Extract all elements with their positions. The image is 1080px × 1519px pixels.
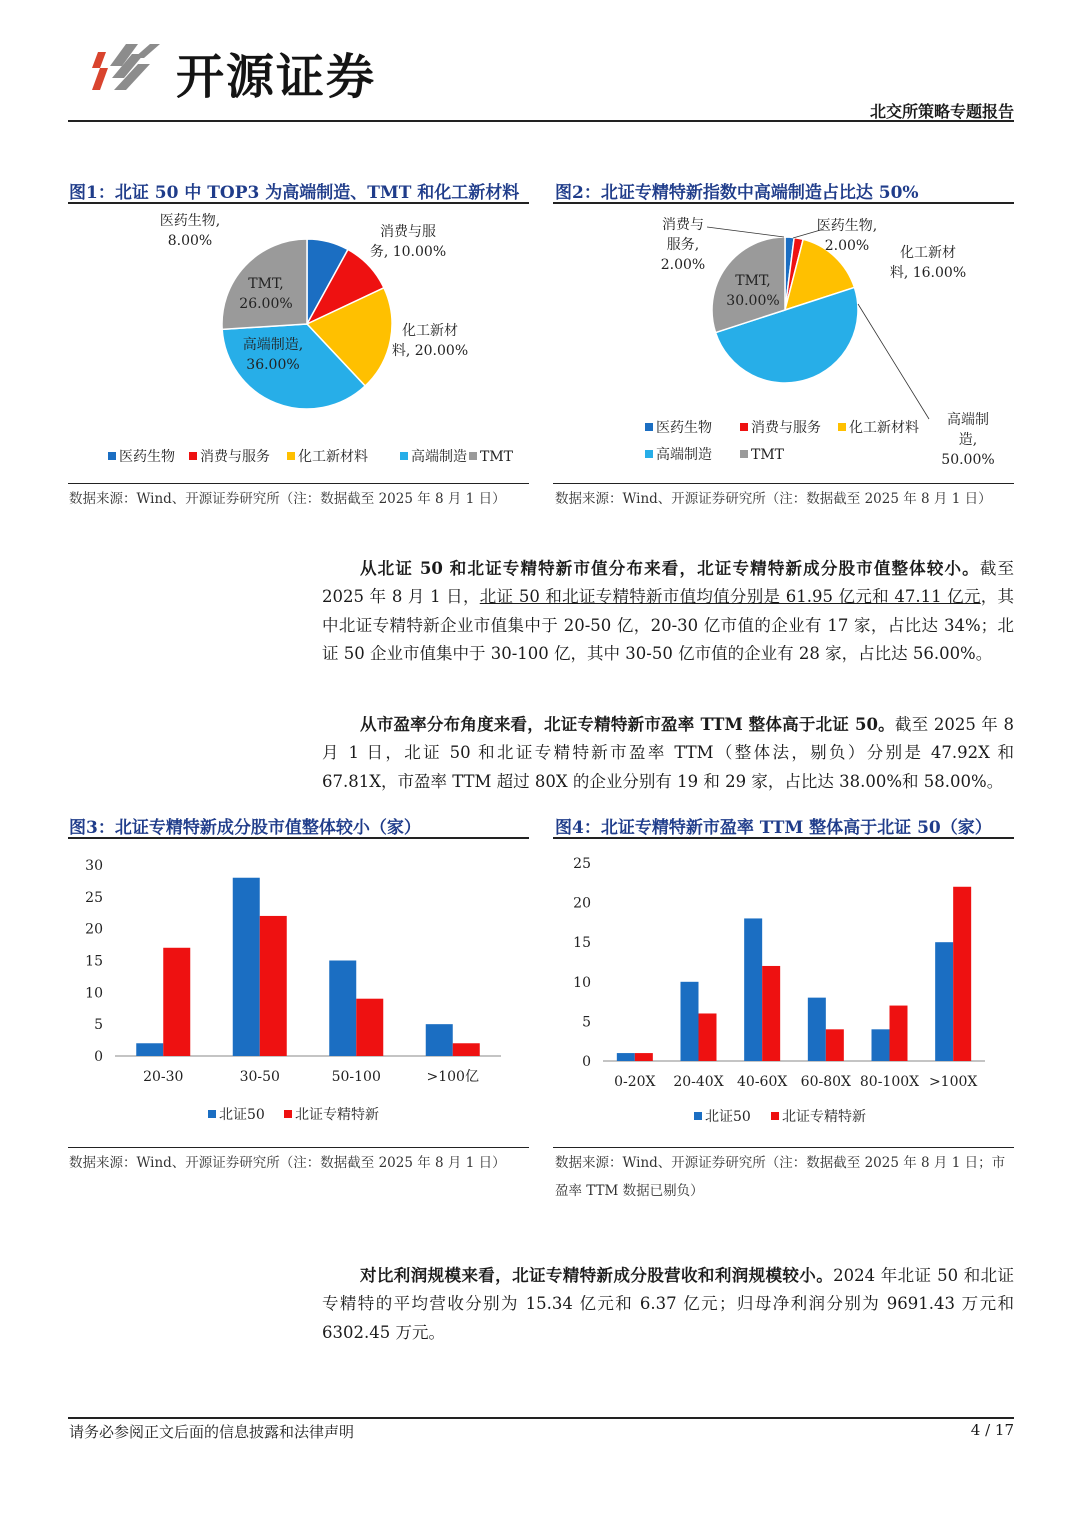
legend-label-1: 北证专精特新 xyxy=(295,1107,379,1123)
bar-北证专精特新-2 xyxy=(762,966,780,1061)
bar-北证专精特新-0 xyxy=(163,948,190,1056)
legend-label-3: 高端制造 xyxy=(411,449,467,465)
bar-北证50-0 xyxy=(136,1043,163,1056)
paragraph-2-text: 截至 2025 年 8 月 1 日，北证 50 和北证专精特新市盈率 TTM（整体法，剔负）分别是 47.92X 和 67.81X，市盈率 TTM 超过 80X 的企业分别有 19 和 29 家，占比达 38.00%和 58.00%。 xyxy=(322,715,1014,791)
y-tick-label-5: 25 xyxy=(85,889,103,906)
data-label-1-0: 消费与服 xyxy=(380,224,436,240)
bar-chart-3 xyxy=(68,840,529,1140)
y-tick-label-3: 15 xyxy=(573,935,591,952)
bar-北证50-3 xyxy=(808,998,826,1061)
legend-swatch-0 xyxy=(694,1112,702,1120)
data-label-3-0: 高端制造, xyxy=(242,337,304,353)
x-tick-label-1: 20-40X xyxy=(673,1074,724,1090)
footer-rule xyxy=(68,1417,1014,1419)
bar-北证专精特新-3 xyxy=(826,1029,844,1061)
x-tick-label-3: 60-80X xyxy=(800,1074,851,1090)
paragraph-2-lead: 从市盈率分布角度来看，北证专精特新市盈率 TTM 整体高于北证 50。 xyxy=(360,715,895,734)
data-label-0-0: 医药生物, xyxy=(816,218,878,234)
data-label-0-1: 2.00% xyxy=(824,238,870,254)
y-tick-label-2: 10 xyxy=(573,974,591,991)
data-label-3-1: 36.00% xyxy=(246,357,300,373)
y-tick-label-0: 0 xyxy=(94,1049,103,1065)
x-tick-label-4: 80-100X xyxy=(859,1074,920,1090)
report-type: 北交所策略专题报告 xyxy=(869,102,1014,121)
bar-北证50-0 xyxy=(617,1053,635,1061)
data-label-1-1: 务, 10.00% xyxy=(369,244,447,260)
paragraph-1-text-a: 截至 2025 年 8 月 1 日， xyxy=(322,559,1015,607)
y-tick-label-2: 10 xyxy=(85,985,103,1002)
figure-4-title-rule xyxy=(553,837,1014,839)
legend-label-1: 消费与服务 xyxy=(751,420,821,436)
data-label-1-0: 消费与 xyxy=(662,217,704,233)
legend-swatch-3 xyxy=(400,452,408,460)
data-label-0-1: 8.00% xyxy=(167,233,213,249)
y-tick-label-4: 20 xyxy=(85,921,103,938)
pie-chart-1 xyxy=(68,205,529,475)
bar-北证50-1 xyxy=(681,982,699,1061)
legend-label-2: 化工新材料 xyxy=(298,449,368,465)
bar-北证专精特新-4 xyxy=(890,1006,908,1061)
bar-chart-4 xyxy=(553,840,1014,1140)
y-tick-label-5: 25 xyxy=(573,856,591,872)
data-label-2-1: 料, 20.00% xyxy=(391,343,469,359)
bar-北证专精特新-1 xyxy=(699,1013,717,1061)
footer-disclaimer: 请务必参阅正文后面的信息披露和法律声明 xyxy=(69,1423,355,1441)
leader-line-2 xyxy=(858,304,929,419)
legend-swatch-4 xyxy=(740,450,748,458)
data-label-1-2: 2.00% xyxy=(660,257,706,273)
x-tick-label-0: 0-20X xyxy=(614,1074,656,1090)
bar-北证50-5 xyxy=(935,942,953,1061)
data-label-3-1: 造, xyxy=(958,432,978,448)
legend-swatch-0 xyxy=(108,452,116,460)
bar-北证专精特新-2 xyxy=(356,999,383,1056)
bar-北证专精特新-3 xyxy=(453,1043,480,1056)
y-tick-label-4: 20 xyxy=(573,895,591,912)
legend-swatch-2 xyxy=(287,452,295,460)
legend-swatch-0 xyxy=(208,1110,216,1118)
y-tick-label-1: 5 xyxy=(582,1014,591,1031)
header-rule xyxy=(68,120,1014,122)
figure-2-source: 数据来源：Wind、开源证券研究所（注：数据截至 2025 年 8 月 1 日） xyxy=(555,491,992,507)
figure-1-bottom-rule xyxy=(68,483,529,484)
data-label-4-0: TMT, xyxy=(248,276,284,292)
paragraph-1-text-b: ，其中北证专精特新企业市值集中于 20-50 亿，20-30 亿市值的企业有 17 家，占比达 34%；北证 50 企业市值集中于 30-100 亿，其中 30-50 亿市值的企业有 28 家，占比达 56.00%。 xyxy=(322,587,1015,663)
bar-北证50-4 xyxy=(872,1029,890,1061)
pie-chart-2 xyxy=(553,205,1014,475)
data-label-4-0: TMT, xyxy=(735,273,771,289)
data-label-4-1: 26.00% xyxy=(239,296,293,312)
figure-2-title: 图2：北证专精特新指数中高端制造占比达 50% xyxy=(555,183,919,203)
legend-label-0: 医药生物 xyxy=(656,420,712,436)
legend-label-0: 医药生物 xyxy=(119,449,175,465)
figure-4-source: 数据来源：Wind、开源证券研究所（注：数据截至 2025 年 8 月 1 日；市盈率 TTM 数据已剔负） xyxy=(555,1155,1006,1199)
bar-北证50-2 xyxy=(329,961,356,1057)
legend-label-1: 北证专精特新 xyxy=(782,1109,866,1125)
leader-line-0 xyxy=(707,227,784,237)
figure-1-title-rule xyxy=(68,202,529,204)
legend-label-2: 化工新材料 xyxy=(849,420,919,436)
figure-3-source: 数据来源：Wind、开源证券研究所（注：数据截至 2025 年 8 月 1 日） xyxy=(69,1155,506,1171)
figure-3-title-rule xyxy=(68,837,529,839)
legend-swatch-2 xyxy=(838,423,846,431)
page-number: 4 / 17 xyxy=(970,1421,1014,1439)
legend-label-1: 消费与服务 xyxy=(200,449,270,465)
legend-swatch-0 xyxy=(645,423,653,431)
data-label-2-0: 化工新材 xyxy=(900,245,956,261)
data-label-0-0: 医药生物, xyxy=(159,213,221,229)
figure-1-source: 数据来源：Wind、开源证券研究所（注：数据截至 2025 年 8 月 1 日） xyxy=(69,491,506,507)
bar-北证专精特新-0 xyxy=(635,1053,653,1061)
bar-北证50-3 xyxy=(426,1024,453,1056)
paragraph-pe-ratio xyxy=(322,711,1014,796)
data-label-2-1: 料, 16.00% xyxy=(889,265,967,281)
figure-1-title: 图1：北证 50 中 TOP3 为高端制造、TMT 和化工新材料 xyxy=(69,183,520,203)
x-tick-label-1: 30-50 xyxy=(239,1069,280,1085)
paragraph-3-text: 2024 年北证 50 和北证专精特的平均营收分别为 15.34 亿元和 6.37 亿元；归母净利润分别为 9691.43 万元和 6302.45 万元。 xyxy=(322,1266,1015,1342)
y-tick-label-6: 30 xyxy=(85,858,103,874)
x-tick-label-2: 40-60X xyxy=(737,1074,788,1090)
figure-4-bottom-rule xyxy=(553,1147,1014,1148)
figure-4-title: 图4：北证专精特新市盈率 TTM 整体高于北证 50（家） xyxy=(555,818,992,838)
legend-swatch-1 xyxy=(771,1112,779,1120)
paragraph-profit-scale xyxy=(322,1262,1014,1347)
bar-北证专精特新-5 xyxy=(953,887,971,1061)
data-label-4-1: 30.00% xyxy=(726,293,780,309)
x-tick-label-0: 20-30 xyxy=(143,1069,184,1085)
data-label-3-2: 50.00% xyxy=(941,452,995,468)
y-tick-label-1: 5 xyxy=(94,1017,103,1034)
legend-swatch-4 xyxy=(469,452,477,460)
figure-3-bottom-rule xyxy=(68,1147,529,1148)
x-tick-label-2: 50-100 xyxy=(331,1069,381,1085)
logo xyxy=(88,38,168,98)
legend-label-4: TMT xyxy=(480,449,514,465)
legend-swatch-1 xyxy=(189,452,197,460)
logo-mark-icon xyxy=(88,38,168,98)
legend-swatch-1 xyxy=(284,1110,292,1118)
paragraph-3-lead: 对比利润规模来看，北证专精特新成分股营收和利润规模较小。 xyxy=(360,1266,834,1285)
data-label-1-1: 服务, xyxy=(666,237,700,253)
legend-swatch-3 xyxy=(645,450,653,458)
brand-name: 开源证券 xyxy=(176,49,377,105)
data-label-3-0: 高端制 xyxy=(947,412,989,428)
paragraph-market-cap xyxy=(322,555,1014,668)
legend-label-3: 高端制造 xyxy=(656,447,712,463)
legend-label-4: TMT xyxy=(751,447,785,463)
legend-label-0: 北证50 xyxy=(705,1109,751,1125)
legend-swatch-1 xyxy=(740,423,748,431)
data-label-2-0: 化工新材 xyxy=(402,323,458,339)
bar-北证50-2 xyxy=(744,918,762,1061)
bar-北证专精特新-1 xyxy=(260,916,287,1056)
paragraph-1-underlined: 北证 50 和北证专精特新市值均值分别是 61.95 亿元和 47.11 亿元 xyxy=(479,587,981,607)
paragraph-1-lead: 从北证 50 和北证专精特新市值分布来看，北证专精特新成分股市值整体较小。 xyxy=(360,559,980,578)
bar-北证50-1 xyxy=(233,878,260,1056)
y-tick-label-3: 15 xyxy=(85,953,103,970)
x-tick-label-3: >100亿 xyxy=(426,1069,479,1085)
x-tick-label-5: >100X xyxy=(928,1074,978,1090)
figure-2-title-rule xyxy=(553,202,1014,204)
figure-2-bottom-rule xyxy=(553,483,1014,484)
y-tick-label-0: 0 xyxy=(582,1054,591,1070)
figure-3-title: 图3：北证专精特新成分股市值整体较小（家） xyxy=(69,818,421,838)
legend-label-0: 北证50 xyxy=(219,1107,265,1123)
